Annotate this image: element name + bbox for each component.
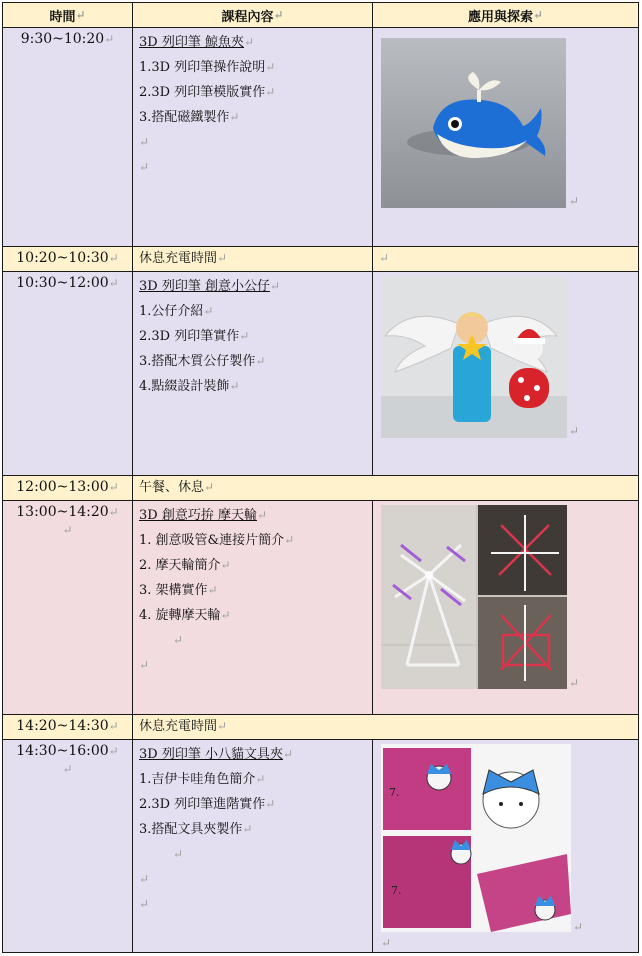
course-item: 1.吉伊卡哇角色簡介 (139, 772, 256, 787)
time-cell (2, 27, 133, 247)
course-item: 1. 創意吸管&連接片簡介 (139, 533, 285, 548)
return-mark: ↵ (381, 936, 392, 950)
break-cell (132, 475, 639, 501)
ferris-wheel-photo (381, 505, 567, 689)
return-mark: ↵ (108, 251, 119, 265)
return-mark: ↵ (203, 304, 214, 318)
return-mark: ↵ (243, 35, 255, 49)
time-cell (2, 246, 133, 272)
cat-clip-photo (381, 744, 571, 932)
return-mark: ↵ (569, 194, 580, 208)
course-item: 3. 架構實作 (139, 583, 208, 598)
header-content-label: 課程內容 (221, 9, 274, 25)
return-mark: ↵ (220, 608, 231, 622)
return-mark: ↵ (207, 583, 218, 597)
break-label: 休息充電時間 (139, 251, 218, 266)
return-mark: ↵ (62, 762, 73, 776)
time-text: 14:20~14:30 (16, 718, 109, 734)
break-apply-cell (372, 246, 639, 272)
course-item: 1.3D 列印筆操作說明 (139, 60, 266, 75)
return-mark: ↵ (220, 558, 231, 572)
header-apply-label: 應用與探索 (467, 9, 533, 25)
return-mark: ↵ (108, 480, 119, 494)
apply-cell (372, 271, 639, 476)
course-item: 2.3D 列印筆實作 (139, 329, 240, 344)
course-title: 3D 列印筆 小八貓文具夾 (139, 747, 283, 762)
return-mark: ↵ (204, 480, 215, 494)
return-mark: ↵ (108, 276, 119, 290)
return-mark: ↵ (173, 633, 184, 647)
content-cell (132, 27, 373, 247)
time-text: 9:30~10:20 (20, 31, 105, 47)
course-item: 2. 摩天輪簡介 (139, 558, 221, 573)
return-mark: ↵ (108, 744, 119, 758)
return-mark: ↵ (217, 251, 228, 265)
time-text: 10:30~12:00 (16, 275, 109, 291)
return-mark: ↵ (573, 920, 584, 934)
course-title: 3D 列印筆 創意小公仔 (139, 279, 270, 294)
return-mark: ↵ (265, 60, 276, 74)
return-mark: ↵ (229, 379, 240, 393)
course-item: 1.公仔介紹 (139, 304, 204, 319)
whale-clip-photo (381, 38, 566, 208)
return-mark: ↵ (269, 279, 281, 293)
return-mark: ↵ (139, 872, 150, 886)
return-mark: ↵ (265, 797, 276, 811)
return-mark: ↵ (532, 8, 544, 22)
return-mark: ↵ (569, 676, 580, 690)
return-mark: ↵ (108, 505, 119, 519)
header-content (132, 2, 373, 28)
time-cell (2, 714, 133, 740)
figurine-photo (381, 276, 567, 438)
time-text: 13:00~14:20 (16, 504, 109, 520)
return-mark: ↵ (265, 85, 276, 99)
apply-cell (372, 739, 639, 953)
break-label: 休息充電時間 (139, 719, 218, 734)
schedule-table (2, 2, 639, 953)
return-mark: ↵ (62, 523, 73, 537)
time-cell (2, 271, 133, 476)
time-text: 14:30~16:00 (16, 743, 109, 759)
course-title: 3D 創意巧拚 摩天輪 (139, 508, 257, 523)
return-mark: ↵ (255, 772, 266, 786)
header-time (2, 2, 133, 28)
content-cell (132, 500, 373, 715)
course-item: 2.3D 列印筆進階實作 (139, 797, 266, 812)
return-mark: ↵ (256, 508, 268, 522)
apply-cell (372, 27, 639, 247)
return-mark: ↵ (139, 658, 150, 672)
return-mark: ↵ (379, 251, 390, 265)
return-mark: ↵ (139, 897, 150, 911)
book-number-text: 7. (389, 786, 400, 799)
book-number-text: 7. (391, 884, 402, 897)
course-item: 3.搭配木質公仔製作 (139, 354, 256, 369)
return-mark: ↵ (108, 719, 119, 733)
time-cell (2, 475, 133, 501)
return-mark: ↵ (282, 747, 294, 761)
return-mark: ↵ (139, 160, 150, 174)
return-mark: ↵ (173, 847, 184, 861)
break-label: 午餐、休息 (139, 480, 205, 495)
return-mark: ↵ (217, 719, 228, 733)
course-item: 3.搭配文具夾製作 (139, 822, 243, 837)
content-cell (132, 271, 373, 476)
return-mark: ↵ (273, 8, 284, 22)
apply-cell (372, 500, 639, 715)
time-cell (2, 739, 133, 953)
time-text: 12:00~13:00 (16, 479, 109, 495)
return-mark: ↵ (255, 354, 266, 368)
time-cell (2, 500, 133, 715)
return-mark: ↵ (284, 533, 295, 547)
course-item: 4. 旋轉摩天輪 (139, 608, 221, 623)
time-text: 10:20~10:30 (16, 250, 109, 266)
return-mark: ↵ (242, 822, 253, 836)
return-mark: ↵ (75, 8, 86, 22)
return-mark: ↵ (569, 424, 580, 438)
course-title: 3D 列印筆 鯨魚夾 (139, 35, 244, 50)
course-item: 4.點綴設計裝飾 (139, 379, 230, 394)
course-item: 2.3D 列印筆模版實作 (139, 85, 266, 100)
break-cell (132, 246, 373, 272)
return-mark: ↵ (104, 32, 115, 46)
return-mark: ↵ (229, 110, 240, 124)
header-time-label: 時間 (49, 9, 76, 25)
header-apply (372, 2, 639, 28)
break-cell (132, 714, 639, 740)
return-mark: ↵ (239, 329, 250, 343)
return-mark: ↵ (139, 135, 150, 149)
course-item: 3.搭配磁鐵製作 (139, 110, 230, 125)
content-cell (132, 739, 373, 953)
